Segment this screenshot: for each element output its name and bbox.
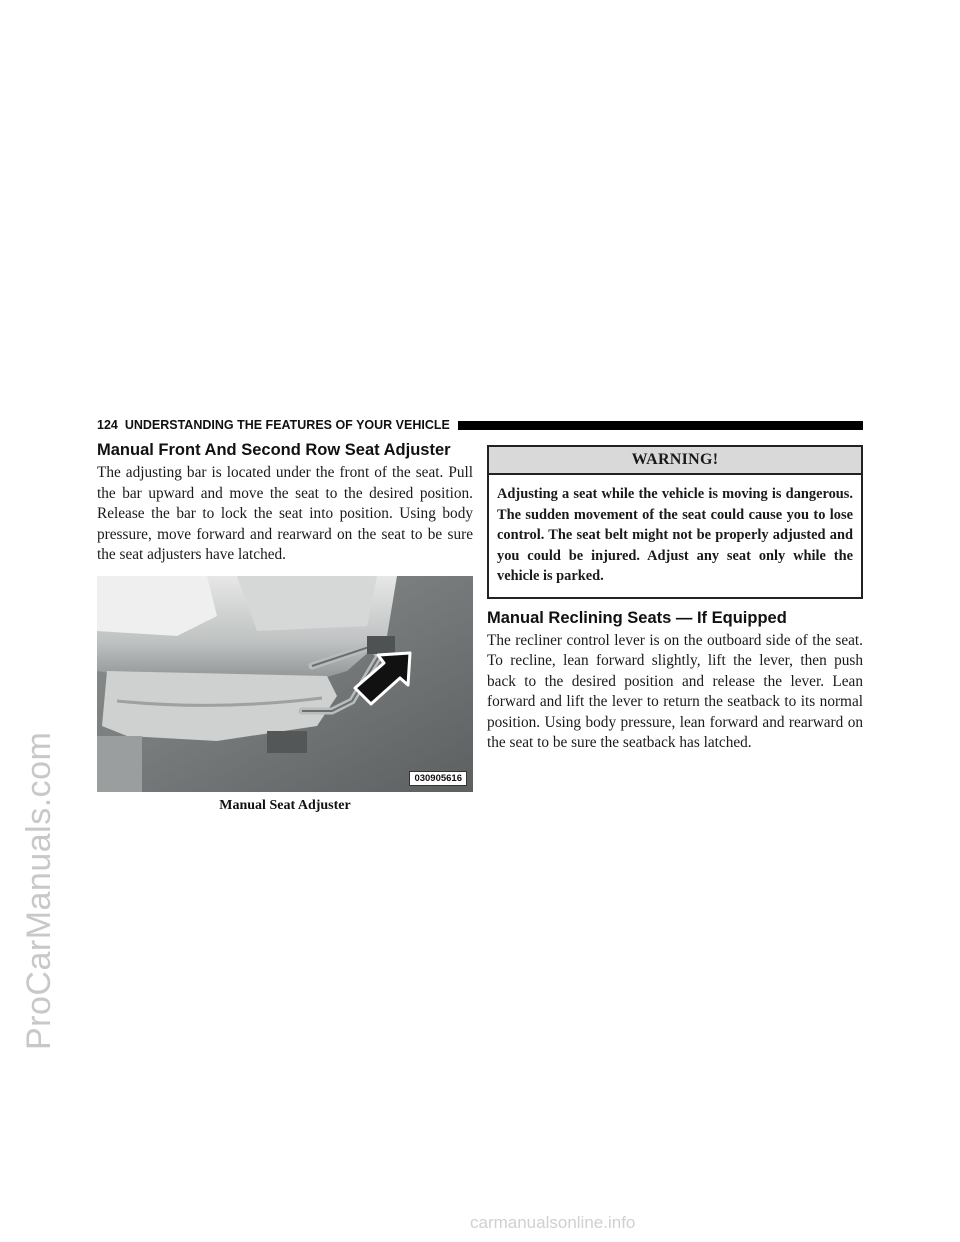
- footer-watermark: carmanualsonline.info: [470, 1213, 636, 1232]
- warning-text: Adjusting a seat while the vehicle is moving is dangerous. The sudden movement of the seat could cause you to lose control. The seat belt might not be properly adjusted and you could be injured. Adjust any seat only while the vehicle is parked.: [497, 486, 853, 584]
- warning-title: WARNING!: [489, 447, 861, 475]
- seat-adjuster-paragraph: The adjusting bar is located under the front of the seat. Pull the bar upward and move the seat to the desired position. Release the bar to lock the seat into position. Using body pressure, move forward and rearward on the seat to be sure the seat adjusters have latched.: [97, 464, 473, 563]
- page-header: [97, 417, 863, 433]
- figure-id: 030905616: [409, 771, 467, 786]
- seat-adjuster-heading: Manual Front And Second Row Seat Adjuster: [97, 441, 451, 459]
- page-number: 124: [97, 418, 118, 432]
- header-rule: [458, 421, 863, 430]
- warning-box: [487, 445, 863, 599]
- figure-caption: Manual Seat Adjuster: [219, 797, 351, 813]
- seat-adjuster-figure: [97, 576, 473, 792]
- left-column: [97, 440, 473, 814]
- reclining-seats-paragraph: The recliner control lever is on the outboard side of the seat. To recline, lean forward slightly, lift the lever, then push back to the desired position and release the lever. Lean forward and lift the lever to return the seatback to its normal position. Using body pressure, lean forward and rearward on the seat to be sure the seatback has latched.: [487, 631, 863, 751]
- right-column: [487, 445, 863, 754]
- watermark: ProCarManuals.com: [20, 731, 58, 1050]
- seat-photo: [97, 576, 473, 792]
- section-title: UNDERSTANDING THE FEATURES OF YOUR VEHICLE: [124, 418, 450, 432]
- reclining-seats-heading: Manual Reclining Seats — If Equipped: [487, 608, 787, 627]
- page-number-and-section: [97, 418, 450, 432]
